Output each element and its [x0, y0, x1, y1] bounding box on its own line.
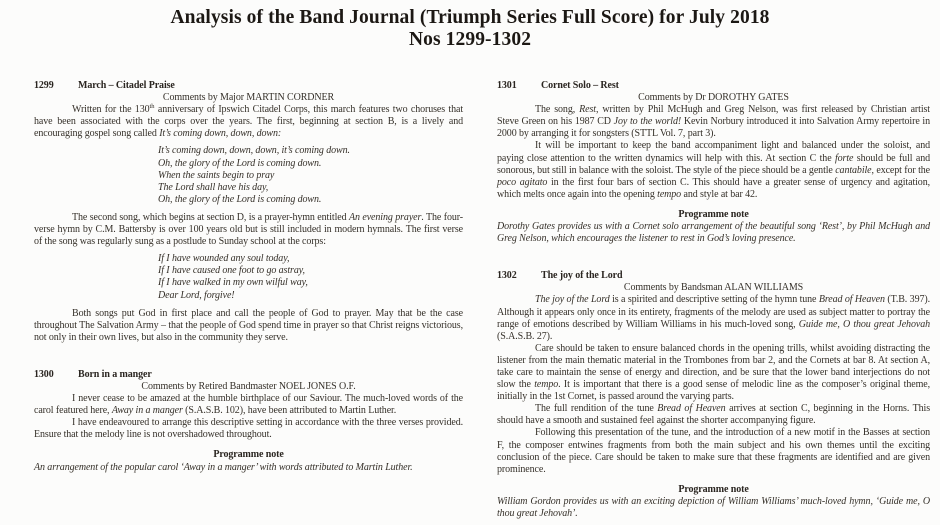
comments-byline: Comments by Dr DOROTHY GATES: [638, 92, 789, 104]
programme-note: William Gordon provides us with an exciting depiction of William Williams’ much-loved hymn, ‘Guide me, O thou great Jehovah’.: [497, 495, 930, 519]
verse-line: Dear Lord, forgive!: [158, 289, 235, 301]
section-heading: [497, 270, 930, 282]
verse-line: If I have walked in my own wilful way,: [158, 277, 308, 289]
paragraph: It will be important to keep the band accompaniment light and balanced under the soloist, and paying close attention to the written dynamics will help with this. At section C the forte should be full and sonorous, but still in balance with the soloist. The style of the piece should be a gentle cantabile, except for the poco agitato in the first four bars of section C. This should have a greater sense of urgency and agitation, which melts once again into the opening tempo and style at bar 42.: [497, 140, 930, 200]
programme-note-heading: Programme note: [678, 208, 749, 220]
paragraph: The full rendition of the tune Bread of Heaven arrives at section C, beginning in the Horns. This should have a smooth and sustained feel against the shorter accompanying figure.: [497, 403, 930, 427]
programme-note: An arrangement of the popular carol ‘Away in a manger’ with words attributed to Martin Luther.: [34, 461, 413, 473]
section-heading: [34, 369, 463, 381]
section-title: Cornet Solo – Rest: [541, 80, 619, 91]
comments-byline: Comments by Bandsman ALAN WILLIAMS: [623, 282, 804, 294]
comments-byline: Comments by Retired Bandmaster NOEL JONES O.F.: [141, 380, 356, 392]
column-right: [497, 80, 930, 520]
document-title-line-1: Analysis of the Band Journal (Triumph Series Full Score) for July 2018: [170, 7, 770, 28]
section-1302: [497, 270, 930, 520]
section-1301: [497, 80, 930, 245]
paragraph: I never cease to be amazed at the humble birthplace of our Saviour. The much-loved words of the carol featured here, Away in a manger (S.A.S.B. 102), have been attributed to Martin Luther.: [34, 393, 463, 417]
verse-line: It’s coming down, down, down, it’s coming down.: [158, 145, 350, 157]
section-title: March – Citadel Praise: [78, 80, 175, 91]
verse-block: [34, 253, 463, 301]
verse-line: When the saints begin to pray: [158, 169, 275, 181]
section-title: The joy of the Lord: [541, 270, 623, 282]
verse-line: If I have caused one foot to go astray,: [158, 265, 305, 277]
comments-byline: Comments by Major MARTIN CORDNER: [162, 92, 335, 104]
verse-line: If I have wounded any soul today,: [158, 253, 290, 265]
programme-note-heading: Programme note: [678, 483, 749, 495]
paragraph: The joy of the Lord is a spirited and descriptive setting of the hymn tune Bread of Heaven (T.B. 397). Although it appears only once in its entirety, fragments of the melody are used as subject matter to portray the range of emotions described by William Williams in his much-loved song, Guide me, O thou great Jehovah (S.A.S.B. 27).: [497, 294, 930, 342]
programme-note: Dorothy Gates provides us with a Cornet solo arrangement of the beautiful song ‘Rest’, by Phil McHugh and Greg Nelson, which encourages the listener to rest in God’s loving presence.: [497, 221, 930, 245]
section-title: Born in a manger: [78, 368, 152, 380]
verse-line: Oh, the glory of the Lord is coming down.: [158, 157, 322, 169]
verse-line: Oh, the glory of the Lord is coming down.: [158, 193, 322, 205]
paragraph: Following this presentation of the tune, and the introduction of a new motif in the Basses at section F, the composer entwines fragments from both the main subject and his own themes until the exciting conclusion of the piece. Care should be taken to make sure that these fragments are identified and are given prominence.: [497, 427, 930, 475]
paragraph: Both songs put God in first place and call the people of God to prayer. May that be the case throughout The Salvation Army – that the people of God spend time in prayer so that Christ reigns victorious, not only in their own lives, but also in the community they serve.: [34, 307, 463, 343]
section-number: 1299: [34, 80, 54, 91]
verse-line: The Lord shall have his day,: [158, 181, 269, 193]
programme-note-heading: Programme note: [213, 449, 284, 461]
paragraph: I have endeavoured to arrange this descriptive setting in accordance with the three verses provided. Ensure that the melody line is not overshadowed throughout.: [34, 417, 463, 441]
section-heading: [34, 80, 463, 92]
column-left: [34, 80, 463, 474]
document-title-line-2: Nos 1299-1302: [408, 29, 532, 50]
paragraph: Written for the 130th anniversary of Ipswich Citadel Corps, this march features two choruses that have been associated with the corps over the years. The first, beginning at section B, is a lively and encouraging gospel song called It’s coming down, down, down:: [34, 103, 463, 140]
document-title: [0, 7, 940, 51]
verse-block: [34, 145, 463, 205]
paragraph: The song, Rest, written by Phil McHugh and Greg Nelson, was first released by Christian artist Steve Green on his 1987 CD Joy to the world! Kevin Norbury introduced it into Salvation Army repertoire in 2000 by arranging it for songsters (STTL Vol. 7, part 3).: [497, 104, 930, 140]
section-number: 1300: [34, 368, 54, 380]
paragraph: Care should be taken to ensure balanced chords in the opening trills, whilst avoiding distracting the listener from the main thematic material in the Trombones from bar 2, and the Cornets at bar 8. At section A, take care to maintain the sense of energy and direction, and be sure that the lower band interjections do not slow the tempo. It is important that there is a good sense of melodic line as the composer’s original theme, initially in the 1st Cornet, is passed around the varying parts.: [497, 342, 930, 403]
paragraph: The second song, which begins at section D, is a prayer-hymn entitled An evening prayer. The four-verse hymn by C.M. Battersby is over 100 years old but is still included in modern hymnals. The first verse of the song was regularly sung as a postlude to Sunday school at the corps:: [34, 211, 464, 248]
section-1299: [34, 80, 463, 344]
section-number: 1302: [497, 270, 517, 282]
section-number: 1301: [497, 80, 517, 91]
section-1300: [34, 369, 463, 474]
section-heading: [497, 80, 930, 92]
